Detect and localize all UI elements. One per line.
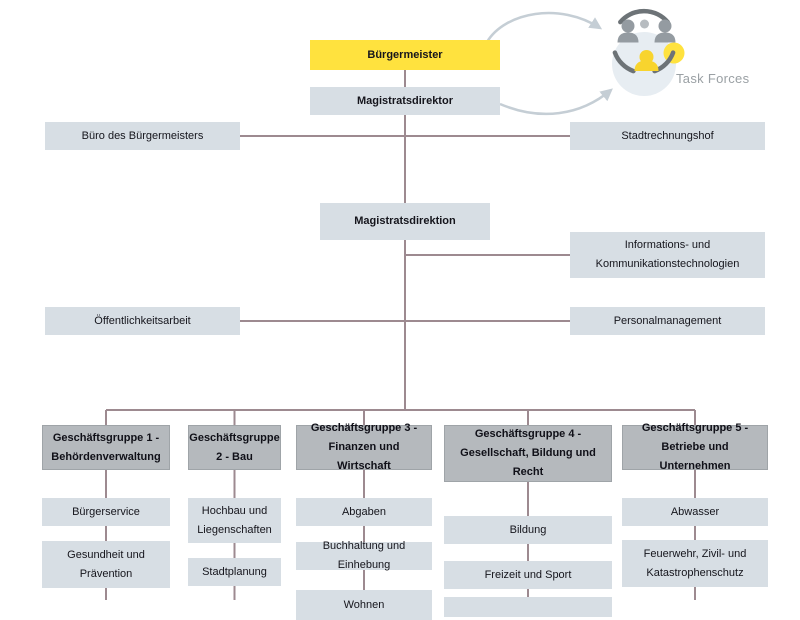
node-magistratsdirektion: Magistratsdirektion	[320, 203, 490, 240]
task-forces-arrow-bottom	[500, 90, 611, 114]
node-personalmanagement: Personalmanagement	[570, 307, 765, 335]
node-informations-und-kommunikationstechnologien: Informations- und Kommunikationstechnologien	[570, 232, 765, 278]
center-dot	[640, 20, 649, 29]
node-oeffentlichkeitsarbeit: Öffentlichkeitsarbeit	[45, 307, 240, 335]
group-header-1: Geschäftsgruppe 1 - Behördenverwaltung	[42, 425, 170, 470]
node-buergermeister: Bürgermeister	[310, 40, 500, 70]
node-stadtrechnungshof: Stadtrechnungshof	[570, 122, 765, 150]
task-forces-arrow-top	[487, 13, 600, 42]
node-hochbau-und-liegenschaften: Hochbau und Liegenschaften	[188, 498, 281, 543]
group-header-4: Geschäftsgruppe 4 - Gesellschaft, Bildung und Recht	[444, 425, 612, 482]
node-gesundheit-und-praevention: Gesundheit und Prävention	[42, 541, 170, 588]
node-freizeit-und-sport: Freizeit und Sport	[444, 561, 612, 589]
group-header-5: Geschäftsgruppe 5 - Betriebe und Unternehmen	[622, 425, 768, 470]
node-buchhaltung-und-einhebung: Buchhaltung und Einhebung	[296, 542, 432, 570]
task-forces-label: Task Forces	[676, 71, 750, 86]
node-cropped-box	[444, 597, 612, 617]
node-magistratsdirektor: Magistratsdirektor	[310, 87, 500, 115]
group-header-2: Geschäftsgruppe 2 - Bau	[188, 425, 281, 470]
task-forces-icon	[598, 4, 698, 104]
node-stadtplanung: Stadtplanung	[188, 558, 281, 586]
node-bildung: Bildung	[444, 516, 612, 544]
node-buero-des-buergermeisters: Büro des Bürgermeisters	[45, 122, 240, 150]
node-abgaben: Abgaben	[296, 498, 432, 526]
node-abwasser: Abwasser	[622, 498, 768, 526]
node-feuerwehr-zivil-katastrophenschutz: Feuerwehr, Zivil- und Katastrophenschutz	[622, 540, 768, 587]
node-buergerservice: Bürgerservice	[42, 498, 170, 526]
node-wohnen-cropped: Wohnen	[296, 590, 432, 620]
group-header-3: Geschäftsgruppe 3 - Finanzen und Wirtschaft	[296, 425, 432, 470]
